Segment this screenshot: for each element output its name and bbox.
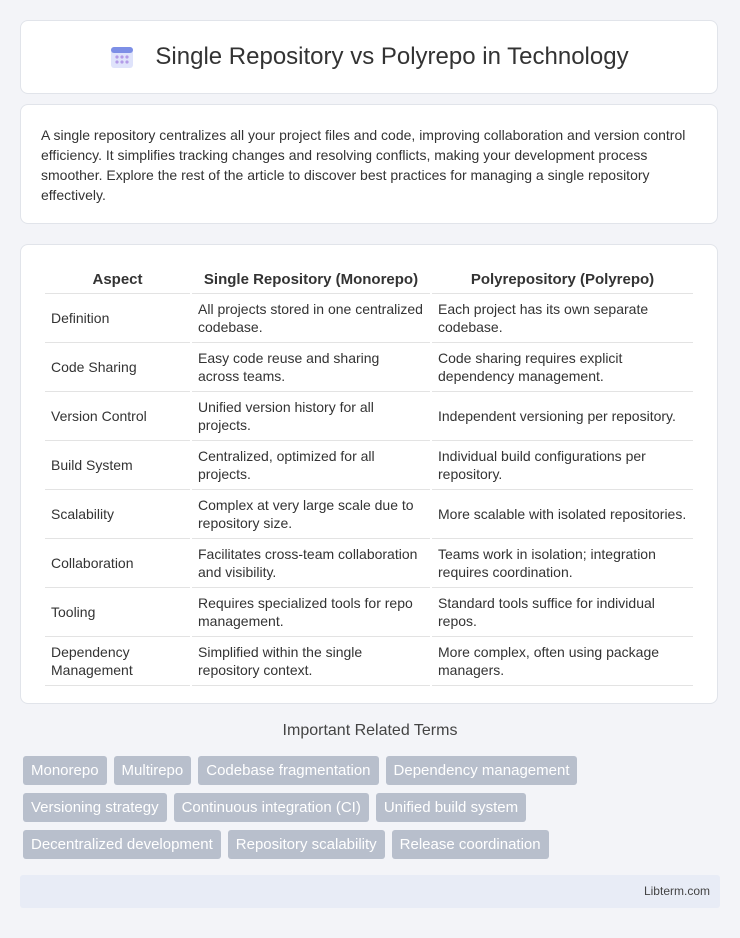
term-tag[interactable]: Continuous integration (CI) [174, 793, 369, 822]
term-tag[interactable]: Dependency management [386, 756, 578, 785]
calendar-grid-icon [109, 44, 135, 70]
table-row [45, 490, 693, 539]
cell-aspect: Dependency Management [45, 637, 190, 686]
cell-polyrepo: More complex, often using package managers. [432, 637, 693, 686]
cell-aspect: Code Sharing [45, 343, 190, 392]
term-tag[interactable]: Decentralized development [23, 830, 221, 859]
term-tag[interactable]: Versioning strategy [23, 793, 167, 822]
cell-polyrepo: Individual build configurations per repository. [432, 441, 693, 490]
cell-monorepo: Centralized, optimized for all projects. [192, 441, 430, 490]
table-row [45, 392, 693, 441]
term-tag[interactable]: Unified build system [376, 793, 526, 822]
related-terms-list [23, 756, 723, 859]
term-tag[interactable]: Monorepo [23, 756, 107, 785]
related-terms-title: Important Related Terms [282, 722, 458, 739]
cell-polyrepo: Code sharing requires explicit dependency management. [432, 343, 693, 392]
cell-polyrepo: Independent versioning per repository. [432, 392, 693, 441]
cell-polyrepo: Each project has its own separate codebase. [432, 294, 693, 343]
cell-monorepo: Facilitates cross-team collaboration and visibility. [192, 539, 430, 588]
cell-monorepo: Complex at very large scale due to repository size. [192, 490, 430, 539]
page-title: Single Repository vs Polyrepo in Technology [155, 43, 629, 70]
term-tag[interactable]: Codebase fragmentation [198, 756, 378, 785]
page-header [20, 20, 718, 94]
cell-polyrepo: Standard tools suffice for individual repos. [432, 588, 693, 637]
cell-monorepo: Unified version history for all projects. [192, 392, 430, 441]
cell-aspect: Version Control [45, 392, 190, 441]
table-row [45, 637, 693, 686]
term-tag[interactable]: Multirepo [114, 756, 192, 785]
footer-site-link[interactable]: Libterm.com [643, 884, 710, 898]
comparison-table [43, 265, 695, 686]
header-monorepo: Single Repository (Monorepo) [192, 265, 430, 294]
table-header-row [45, 265, 693, 294]
cell-monorepo: Simplified within the single repository context. [192, 637, 430, 686]
header-polyrepo: Polyrepository (Polyrepo) [432, 265, 693, 294]
cell-polyrepo: Teams work in isolation; integration requires coordination. [432, 539, 693, 588]
cell-monorepo: Easy code reuse and sharing across teams. [192, 343, 430, 392]
cell-aspect: Collaboration [45, 539, 190, 588]
header-aspect: Aspect [45, 265, 190, 294]
term-tag[interactable]: Repository scalability [228, 830, 385, 859]
cell-aspect: Build System [45, 441, 190, 490]
cell-monorepo: All projects stored in one centralized codebase. [192, 294, 430, 343]
table-row [45, 343, 693, 392]
comparison-card [20, 244, 718, 704]
cell-polyrepo: More scalable with isolated repositories. [432, 490, 693, 539]
table-row [45, 441, 693, 490]
intro-card [20, 104, 718, 224]
term-tag[interactable]: Release coordination [392, 830, 549, 859]
cell-monorepo: Requires specialized tools for repo management. [192, 588, 430, 637]
table-row [45, 539, 693, 588]
footer [20, 875, 720, 908]
cell-aspect: Tooling [45, 588, 190, 637]
table-row [45, 294, 693, 343]
table-row [45, 588, 693, 637]
cell-aspect: Definition [45, 294, 190, 343]
cell-aspect: Scalability [45, 490, 190, 539]
intro-text: A single repository centralizes all your project files and code, improving collaboration and version control efficiency. It simplifies tracking changes and resolving conflicts, making your development process smoother. Explore the rest of the article to discover best practices for managing a single repository effectively. [41, 127, 686, 203]
